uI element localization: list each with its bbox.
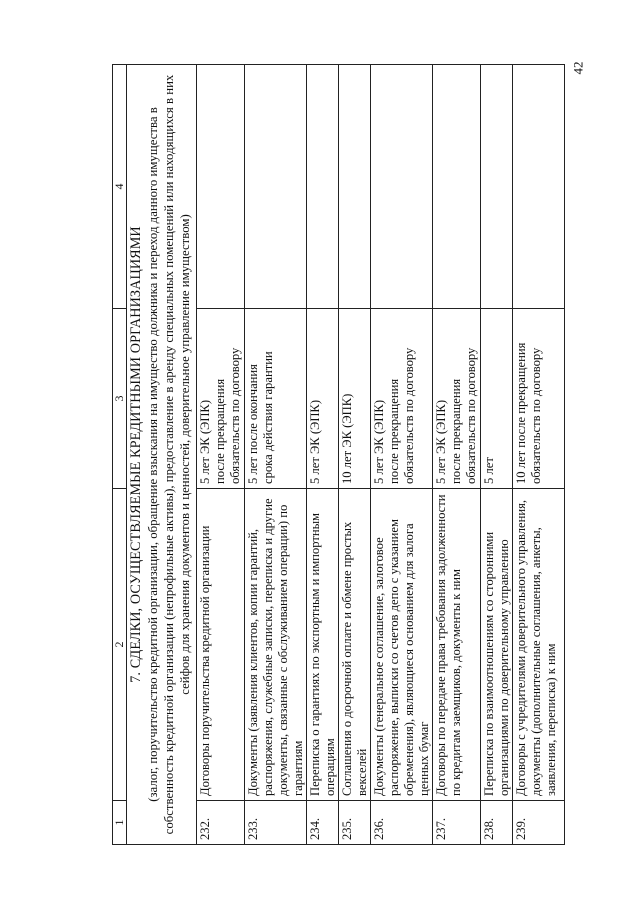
- retention-line: 10 лет ЭК (ЭПК): [340, 393, 354, 484]
- retention-period: [339, 309, 371, 489]
- row-number: 238.: [481, 801, 513, 845]
- retention-line: срока действия гарантии: [261, 351, 275, 484]
- section-header-cell: [127, 65, 197, 845]
- table-row: [433, 65, 481, 845]
- retention-period: [481, 309, 513, 489]
- table-row: [245, 65, 307, 845]
- column-number-2: 2: [113, 489, 127, 801]
- retention-line: 5 лет ЭК (ЭПК): [434, 399, 448, 484]
- column-number-row: [113, 65, 127, 845]
- retention-line: 5 лет: [482, 457, 496, 484]
- notes-cell: [371, 65, 433, 309]
- column-number-3: 3: [113, 309, 127, 489]
- column-number-4: 4: [113, 65, 127, 309]
- row-number: 236.: [371, 801, 433, 845]
- retention-period: [433, 309, 481, 489]
- row-number: 234.: [307, 801, 339, 845]
- table-row: [513, 65, 565, 845]
- section-title: 7. СДЕЛКИ, ОСУЩЕСТВЛЯЕМЫЕ КРЕДИТНЫМИ ОРГАНИЗАЦИЯМИ: [128, 226, 144, 683]
- document-type: Договоры по передаче права требования задолженности по кредитам заемщиков, документы к ним: [433, 489, 481, 801]
- retention-line: 5 лет ЭК (ЭПК): [198, 399, 212, 484]
- rotated-table-sheet: [112, 65, 632, 845]
- retention-line: обязательств по договору: [464, 347, 478, 484]
- table-row: [307, 65, 339, 845]
- table-body: [197, 65, 565, 845]
- retention-line: 5 лет ЭК (ЭПК): [372, 399, 386, 484]
- retention-period: [513, 309, 565, 489]
- retention-line: после прекращения: [387, 378, 401, 484]
- retention-period: [307, 309, 339, 489]
- retention-line: 5 лет ЭК (ЭПК): [308, 399, 322, 484]
- page-number: 42: [570, 61, 586, 75]
- row-number: 239.: [513, 801, 565, 845]
- retention-line: обязательств по договору: [228, 347, 242, 484]
- document-type: Переписка о гарантиях по экспортным и импортным операциям: [307, 489, 339, 801]
- row-number: 233.: [245, 801, 307, 845]
- section-header-row: [127, 65, 197, 845]
- table-row: [197, 65, 245, 845]
- document-type: Соглашения о досрочной оплате и обмене простых векселей: [339, 489, 371, 801]
- section-description: (залог, поручительство кредитной организации, обращение взыскания на имущество должника и переход данного имущества в собственность кредитной организации (непрофильные активы), предоставление в аренду специальных помещений или находящихся в них сейфов для хранения документов и ценностей, доверительное управление имуществом): [146, 74, 192, 835]
- table-row: [339, 65, 371, 845]
- notes-cell: [339, 65, 371, 309]
- notes-cell: [307, 65, 339, 309]
- row-number: 232.: [197, 801, 245, 845]
- document-type: Документы (заявления клиентов, копии гарантий, распоряжения, служебные записки, переписка и другие документы, связанные с обслуживанием операции) по гарантиям: [245, 489, 307, 801]
- notes-cell: [513, 65, 565, 309]
- retention-line: после прекращения: [213, 378, 227, 484]
- notes-cell: [433, 65, 481, 309]
- table-row: [371, 65, 433, 845]
- document-type: Переписка по взаимоотношениям со сторонними организациями по доверительному управлению: [481, 489, 513, 801]
- retention-line: после прекращения: [449, 378, 463, 484]
- retention-period: [197, 309, 245, 489]
- retention-line: 5 лет после окончания: [246, 364, 260, 484]
- retention-line: обязательств по договору: [529, 347, 543, 484]
- retention-line: 10 лет после прекращения: [514, 342, 528, 484]
- notes-cell: [197, 65, 245, 309]
- retention-line: обязательств по договору: [402, 347, 416, 484]
- retention-period: [245, 309, 307, 489]
- notes-cell: [481, 65, 513, 309]
- retention-period: [371, 309, 433, 489]
- document-type: Документы (генеральное соглашение, залоговое распоряжение, выписки со счетов депо с указанием обременения), являющиеся основанием для залога ценных бумаг: [371, 489, 433, 801]
- document-type: Договоры с учредителями доверительного управления, документы (дополнительные соглашения, анкеты, заявления, переписка) к ним: [513, 489, 565, 801]
- row-number: 237.: [433, 801, 481, 845]
- notes-cell: [245, 65, 307, 309]
- row-number: 235.: [339, 801, 371, 845]
- document-type: Договоры поручительства кредитной организации: [197, 489, 245, 801]
- table-row: [481, 65, 513, 845]
- retention-table: [112, 64, 565, 845]
- column-number-1: 1: [113, 801, 127, 845]
